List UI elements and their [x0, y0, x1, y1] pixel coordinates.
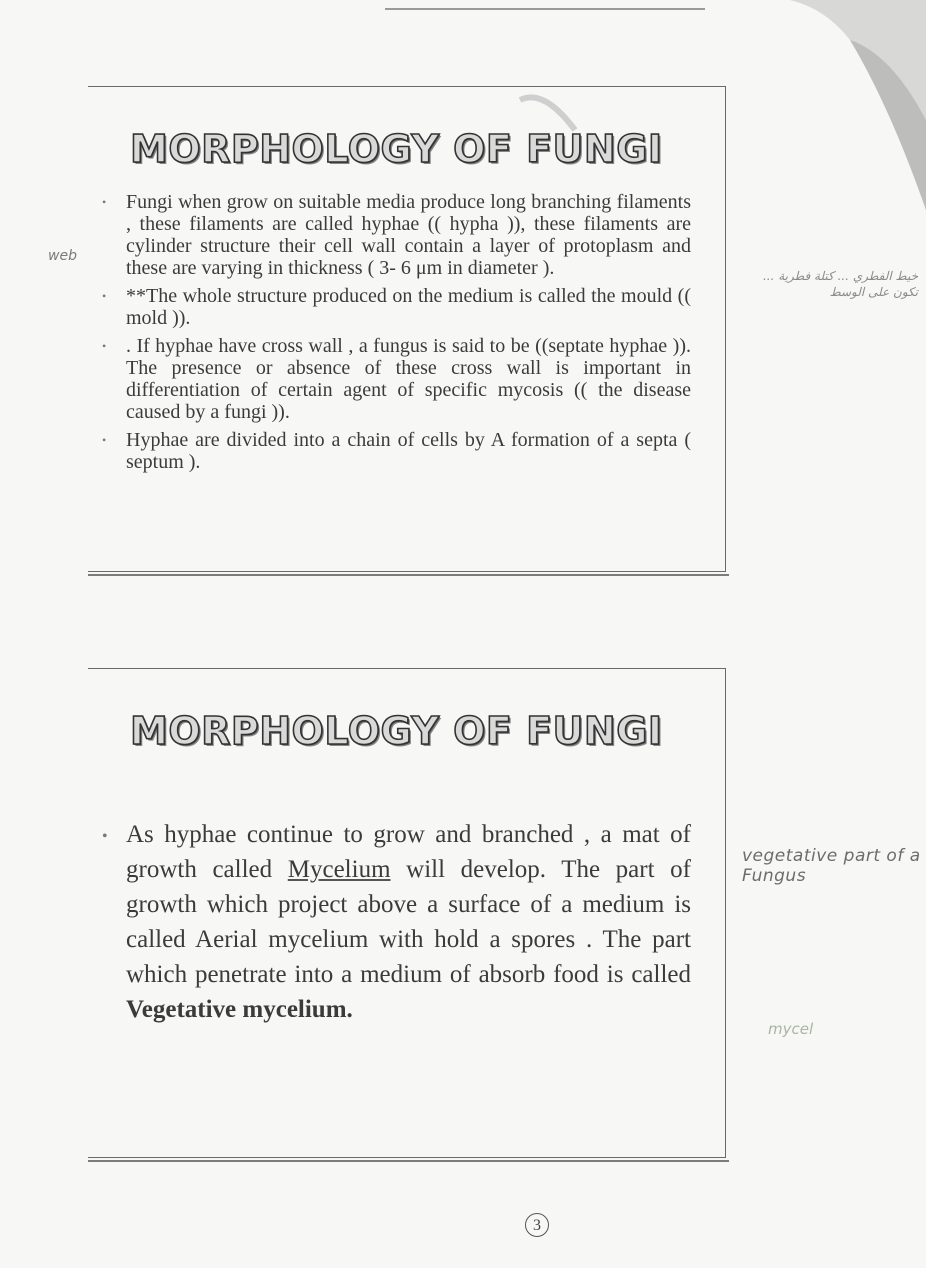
bullet-dot-icon: •	[102, 828, 108, 845]
bullet-item	[102, 191, 691, 279]
bullet-dot-icon: •	[102, 433, 107, 447]
bullet-dot-icon: •	[102, 339, 107, 353]
vegetative-mycelium-term: Vegetative mycelium.	[126, 996, 353, 1023]
top-rule	[385, 8, 705, 10]
bullet-text-part: As hyphae continue to grow and branched , a mat of growth called	[126, 821, 691, 883]
margin-note-arabic: خيط الفطري ... كتلة فطرية ... تكون على الوسط	[762, 269, 918, 299]
bullet-text: Hyphae are divided into a chain of cells by A formation of a septa ( septum ).	[126, 429, 691, 473]
margin-note-web: web	[48, 248, 77, 264]
bullet-item	[102, 285, 691, 329]
margin-note-vegetative: vegetative part of a Fungus	[742, 846, 921, 886]
slide-hyphae	[88, 86, 726, 572]
bullet-text: . If hyphae have cross wall , a fungus is said to be ((septate hyphae )). The presence or absence of these cross wall is important in differentiation of certain agent of specific mycosis (( the disease caused by a fungi )).	[126, 335, 691, 423]
bullet-item	[102, 429, 691, 473]
mycelium-term: Mycelium	[287, 856, 391, 883]
margin-note-mycel: mycel	[768, 1020, 814, 1038]
bullet-item	[102, 817, 691, 1027]
bullet-text: **The whole structure produced on the medium is called the mould (( mold )).	[126, 285, 691, 329]
bullet-dot-icon: •	[102, 289, 107, 303]
slide-title: MORPHOLOGY OF FUNGI	[130, 709, 663, 753]
bullet-text: Fungi when grow on suitable media produce long branching filaments , these filaments are called hyphae (( hypha )), these filaments are cylinder structure their cell wall contain a layer of protoplasm and these are varying in thickness ( 3- 6 μm in diameter ).	[126, 191, 691, 279]
bullet-item	[102, 335, 691, 423]
bullet-text-part: will develop. The part of growth which project above a surface of a medium is called Aerial mycelium with hold a spores . The part which penetrate into a medium of absorb food is called	[126, 856, 691, 988]
slide-mycelium	[88, 668, 726, 1158]
bullet-dot-icon: •	[102, 195, 107, 209]
page-number: 3	[525, 1213, 549, 1237]
bullet-list	[102, 191, 691, 479]
slide-title: MORPHOLOGY OF FUNGI	[130, 127, 663, 171]
bullet-list	[102, 817, 691, 1027]
